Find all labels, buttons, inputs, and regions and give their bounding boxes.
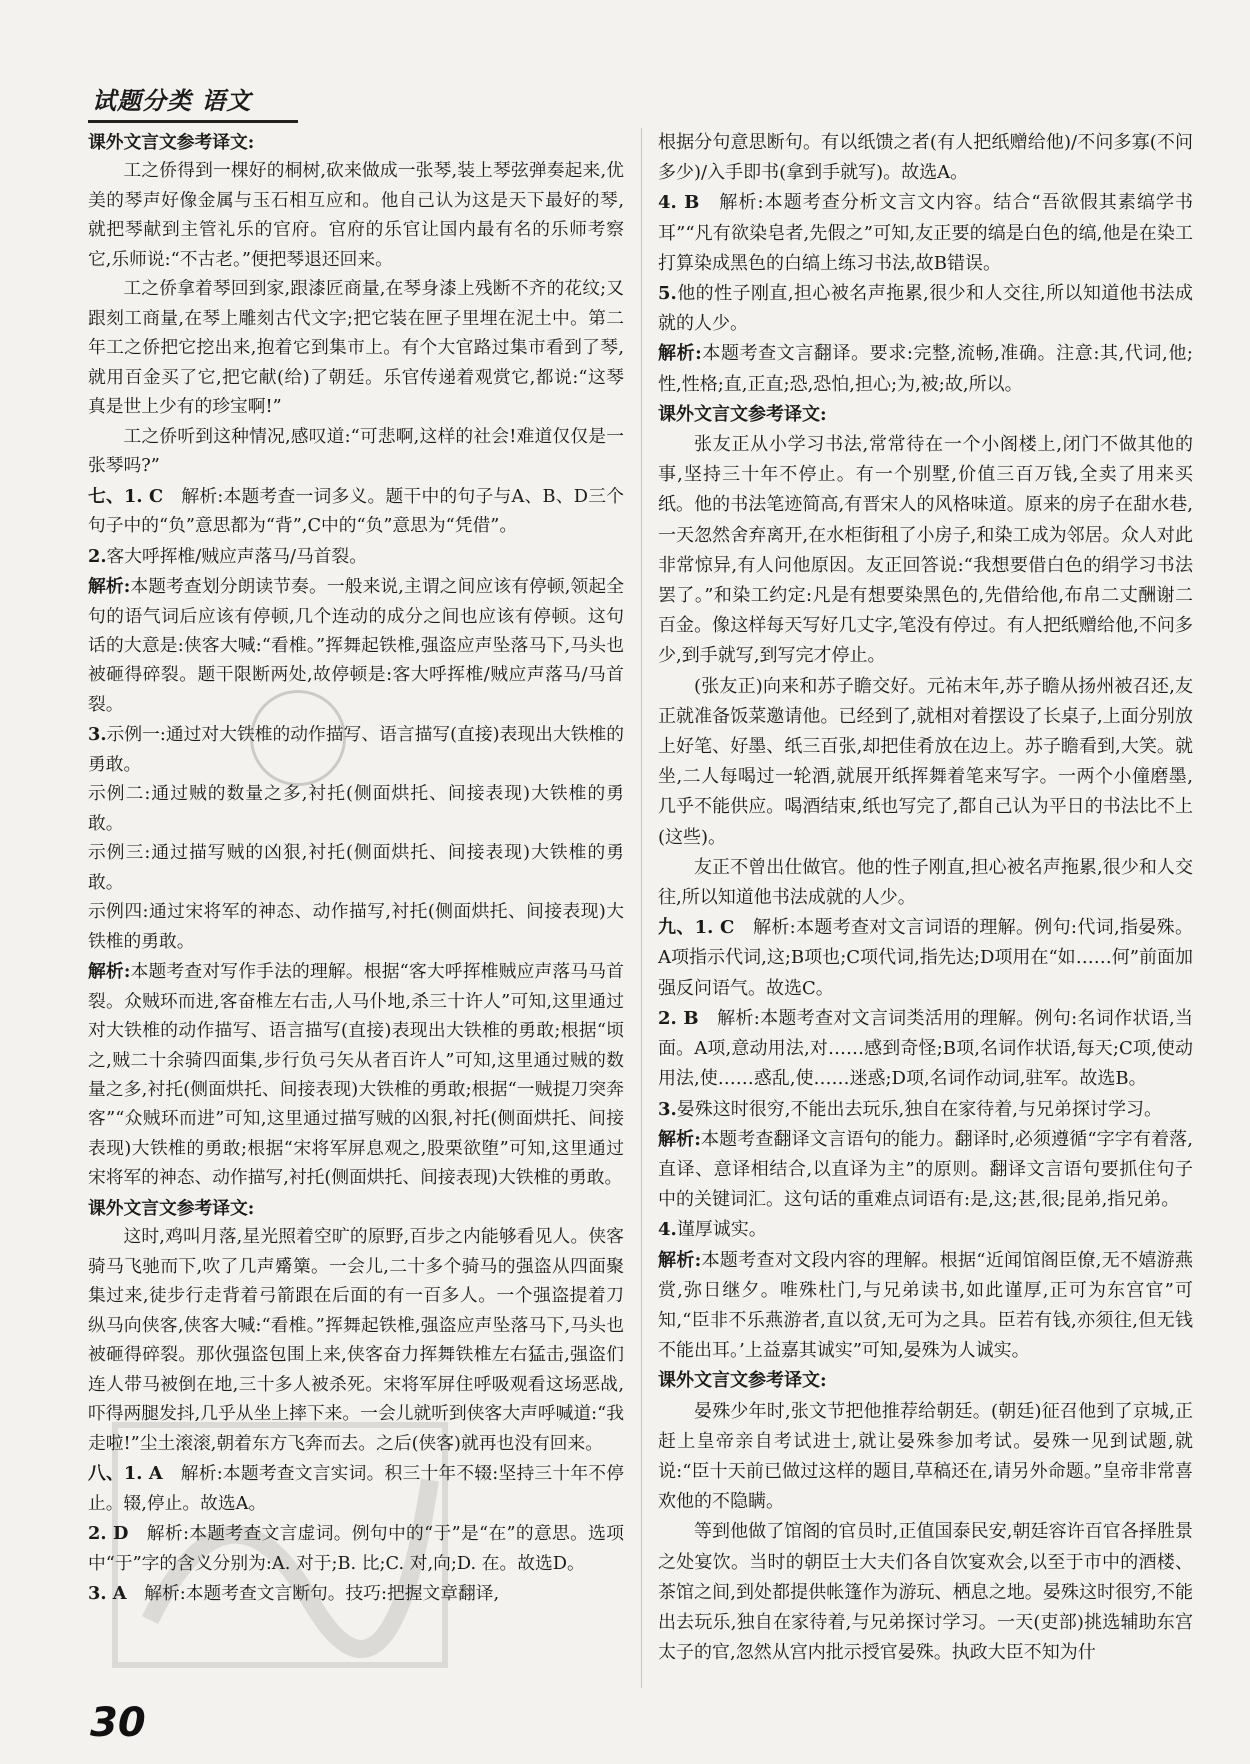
question-section — [88, 482, 624, 542]
answer-text: 解析:本题考查分析文言文内容。结合“吾欲假其素缟学书耳”“凡有欲染皂者,先假之”可知,友正要的缟是白色的缟,他是在染工打算染成黑色的白缟上练习书法,故B错误。 — [658, 192, 1193, 274]
analysis-paragraph — [658, 128, 1193, 188]
section-heading: 课外文言文参考译文: — [88, 132, 255, 153]
analysis-paragraph — [88, 780, 624, 839]
answer-item — [88, 542, 624, 572]
answer-item — [88, 720, 624, 780]
section-heading: 课外文言文参考译文: — [658, 1370, 827, 1392]
answer-item — [658, 279, 1193, 339]
answer-text: 示例一:通过对大铁椎的动作描写、语言描写(直接)表现出大铁椎的勇敢。 — [88, 725, 624, 775]
analysis-paragraph — [88, 898, 624, 957]
answer-item — [658, 1004, 1193, 1095]
answer-item — [88, 1519, 624, 1579]
translation-paragraph: 工之侨听到这种情况,感叹道:“可悲啊,这样的社会!难道仅仅是一张琴吗?” — [88, 426, 624, 477]
analysis-label: 解析: — [88, 961, 131, 983]
answer-item — [658, 188, 1193, 279]
translation-paragraph: 工之侨得到一棵好的桐树,砍来做成一张琴,装上琴弦弹奏起来,优美的琴声好像金属与玉石相互应和。他自己认为这是天下最好的琴,就把琴献到主管礼乐的官府。官府的乐官让国内最有名的乐师考察它,乐师说:“不古老。”便把琴退还回来。 — [88, 161, 624, 270]
analysis-paragraph — [88, 839, 624, 898]
analysis-text: 本题考查翻译文言语句的能力。翻译时,必须遵循“字字有着落,直译、意译相结合,以直译为主”的原则。翻译文言语句要抓住句子中的关键词汇。这句话的重难点词语有:是,这;甚,很;昆弟,指兄弟。 — [658, 1128, 1193, 1211]
analysis-text: 示例三:通过描写贼的凶狠,衬托(侧面烘托、间接表现)大铁椎的勇敢。 — [88, 843, 624, 893]
translation-paragraph: 等到他做了馆阁的官员时,正值国泰民安,朝廷容许百官各择胜景之处宴饮。当时的朝臣士大夫们各自饮宴欢会,以至于市中的酒楼、茶馆之间,到处都提供帐篷作为游玩、栖息之地。晏殊这时很穷,不能出去玩乐,独自在家待着,与兄弟探讨学习。一天(吏部)挑选辅助东宫太子的官,忽然从宫内批示授官晏殊。执政大臣不知为什 — [658, 1521, 1193, 1664]
analysis-text: 本题考查划分朗读节奏。一般来说,主谓之间应该有停顿,领起全句的语气词后应该有停顿,几个连动的成分之间也应该有停顿。这句话的大意是:侠客大喊:“看椎。”挥舞起铁椎,强盗应声坠落马下,马头也被砸得碎裂。题干限断两处,故停顿是:客大呼挥椎/贼应声落马/马首裂。 — [88, 577, 624, 715]
answer-text: 晏殊这时很穷,不能出去玩乐,独自在家待着,与兄弟探讨学习。 — [676, 1098, 1162, 1120]
answer-item — [658, 1095, 1193, 1125]
analysis-paragraph — [88, 572, 624, 720]
translation-paragraph: 晏殊少年时,张文节把他推荐给朝廷。(朝廷)征召他到了京城,正赶上皇帝亲自考试进士,就让晏殊参加考试。晏殊一见到试题,就说:“臣十天前已做过这样的题目,草稿还在,请另外命题。”皇帝非常喜欢他的不隐瞒。 — [658, 1400, 1193, 1513]
header-title: 试题分类 语文 — [92, 87, 252, 115]
question-number: 1. C — [694, 917, 735, 939]
question-number: 4. — [658, 1219, 677, 1241]
answer-text: 解析:本题考查文言断句。技巧:把握文章翻译, — [126, 1583, 500, 1604]
answer-text: 他的性子刚直,担心被名声拖累,很少和人交往,所以知道他书法成就的人少。 — [658, 283, 1193, 335]
answer-text: 客大呼挥椎/贼应声落马/马首裂。 — [106, 546, 367, 567]
translation-paragraph: 友正不曾出仕做官。他的性子刚直,担心被名声拖累,很少和人交往,所以知道他书法成就的人少。 — [658, 856, 1193, 909]
analysis-text: 示例四:通过宋将军的神态、动作描写,衬托(侧面烘托、间接表现)大铁椎的勇敢。 — [88, 902, 624, 952]
analysis-text: 本题考查文言翻译。要求:完整,流畅,准确。注意:其,代词,他;性,性格;直,正直;恐,恐怕,担心;为,被;故,所以。 — [658, 343, 1193, 395]
answer-text: 谨厚诚实。 — [676, 1219, 767, 1241]
analysis-paragraph — [658, 339, 1193, 399]
question-number: 2. B — [658, 1007, 699, 1029]
question-number: 5. — [658, 283, 677, 305]
answer-text: 解析:本题考查一词多义。题干中的句子与A、B、D三个句子中的“负”意思都为“背”,C中的“负”意思为“凭借”。 — [88, 486, 624, 537]
analysis-paragraph — [658, 1125, 1193, 1216]
answer-text: 解析:本题考查文言实词。积三十年不辍:坚持三十年不停止。辍,停止。故选A。 — [88, 1464, 624, 1514]
answer-text: 解析:本题考查对文言词类活用的理解。例句:名词作状语,当面。A项,意动用法,对……感到奇怪;B项,名词作状语,每天;C项,使动用法,使……惑乱,使……迷惑;D项,名词作动词,驻军。故选B。 — [658, 1007, 1193, 1090]
analysis-label: 解析: — [658, 1249, 702, 1271]
analysis-text: 本题考查对文段内容的理解。根据“近闻馆阁臣僚,无不嬉游燕赏,弥日继夕。唯殊杜门,与兄弟读书,如此谨厚,正可为东宫官”可知,“臣非不乐燕游者,直以贫,无可为之具。臣若有钱,亦须往,但无钱不能出耳。’上益嘉其诚实”可知,晏殊为人诚实。 — [658, 1249, 1193, 1362]
analysis-paragraph — [658, 1246, 1193, 1367]
analysis-label: 解析: — [88, 576, 131, 598]
analysis-paragraph — [88, 957, 624, 1194]
left-column — [88, 128, 624, 1609]
right-column — [658, 128, 1193, 1668]
analysis-label: 解析: — [658, 343, 702, 365]
section-label: 七、 — [88, 485, 124, 507]
page-header — [88, 80, 298, 123]
analysis-text: 根据分句意思断句。有以纸馈之者(有人把纸赠给他)/不问多寡(不问多少)/入手即书(拿到手就写)。故选A。 — [658, 132, 1193, 184]
translation-paragraph: 工之侨拿着琴回到家,跟漆匠商量,在琴身漆上残断不齐的花纹;又跟刻工商量,在琴上雕刻古代文字;把它装在匣子里埋在泥土中。第二年工之侨把它挖出来,抱着它到集市上。有个大官路过集市看到了琴,就用百金买了它,把它献(给)了朝廷。乐官传递着观赏它,都说:“这琴真是世上少有的珍宝啊!” — [88, 279, 624, 418]
question-number: 3. — [658, 1098, 677, 1120]
question-number: 4. B — [658, 192, 700, 214]
question-number: 2. D — [88, 1523, 129, 1545]
section-label: 八、 — [88, 1463, 124, 1485]
translation-paragraph: 这时,鸡叫月落,星光照着空旷的原野,百步之内能够看见人。侠客骑马飞驰而下,吹了几声觱篥。一会儿,二十多个骑马的强盗从四面聚集过来,徒步行走背着弓箭跟在后面的有一百多人。一个强盗提着刀纵马向侠客,侠客大喊:“看椎。”挥舞起铁椎,强盗应声坠落马下,马头也被砸得碎裂。那伙强盗包围上来,侠客奋力挥舞铁椎左右猛击,强盗们连人带马被倒在地,三十多人被杀死。宋将军屏住呼吸观看这场恶战,吓得两腿发抖,几乎从坐上摔下来。一会儿就听到侠客大声呼喊道:“我走啦!”尘土滚滚,朝着东方飞奔而去。之后(侠客)就再也没有回来。 — [88, 1227, 624, 1454]
translation-paragraph: (张友正)向来和苏子瞻交好。元祐末年,苏子瞻从扬州被召还,友正就准备饭菜邀请他。已经到了,就相对着摆设了长桌子,上面分别放上好笔、好墨、纸三百张,却把佳肴放在边上。苏子瞻看到,大笑。就坐,二人每喝过一轮酒,就展开纸挥舞着笔来写字。一两个小僮磨墨,几乎不能供应。喝酒结束,纸也写完了,都自己认为平日的书法比不上(这些)。 — [658, 675, 1193, 848]
section-heading: 课外文言文参考译文: — [658, 403, 827, 425]
section-heading: 课外文言文参考译文: — [88, 1197, 255, 1219]
analysis-text: 本题考查对写作手法的理解。根据“客大呼挥椎贼应声落马马首裂。众贼环而进,客奋椎左右击,人马仆地,杀三十许人”可知,这里通过对大铁椎的动作描写、语言描写(直接)表现出大铁椎的勇敢;根据“顷之,贼二十余骑四面集,步行负弓矢从者百许人”可知,这里通过贼的数量之多,衬托(侧面烘托、间接表现)大铁椎的勇敢;根据“一贼提刀突奔客”“众贼环而进”可知,这里通过描写贼的凶狠,衬托(侧面烘托、间接表现)大铁椎的勇敢;根据“宋将军屏息观之,股栗欲堕”可知,这里通过宋将军的神态、动作描写,衬托(侧面烘托、间接表现)大铁椎的勇敢。 — [88, 962, 624, 1189]
answer-text: 解析:本题考查对文言词语的理解。例句:代词,指晏殊。A项指示代词,这;B项也;C项代词,指先达;D项用在“如……何”前面加强反问语气。故选C。 — [658, 917, 1193, 999]
question-number: 2. — [88, 545, 107, 567]
page-number: 30 — [90, 1700, 146, 1746]
question-number: 3. A — [88, 1582, 127, 1604]
analysis-label: 解析: — [658, 1128, 701, 1150]
answer-text: 解析:本题考查文言虚词。例句中的“于”是“在”的意思。选项中“于”字的含义分别为:A. 对于;B. 比;C. 对,向;D. 在。故选D。 — [88, 1524, 624, 1574]
question-number: 1. A — [123, 1463, 163, 1485]
answer-item — [658, 1215, 1193, 1245]
column-divider — [641, 128, 642, 1688]
question-section — [658, 913, 1193, 1004]
question-number: 3. — [88, 724, 107, 746]
translation-paragraph: 张友正从小学习书法,常常待在一个小阁楼上,闭门不做其他的事,坚持三十年不停止。有一个别墅,价值三百万钱,全卖了用来买纸。他的书法笔迹简高,有晋宋人的风格味道。原来的房子在甜水巷,一天忽然舍弃离开,在水柜街租了小房子,和染工成为邻居。众人对此非常惊异,有人问他原因。友正回答说:“我想要借白色的绢学习书法罢了。”和染工约定:凡是有想要染黑色的,先借给他,布帛二丈酬谢二百金。像这样每天写好几丈字,笔没有停过。有人把纸赠给他,不问多少,到手就写,到写完才停止。 — [658, 434, 1193, 667]
question-section — [88, 1459, 624, 1519]
question-number: 1. C — [124, 485, 164, 507]
answer-item — [88, 1579, 624, 1609]
analysis-text: 示例二:通过贼的数量之多,衬托(侧面烘托、间接表现)大铁椎的勇敢。 — [88, 784, 624, 834]
section-label: 九、 — [658, 917, 695, 939]
